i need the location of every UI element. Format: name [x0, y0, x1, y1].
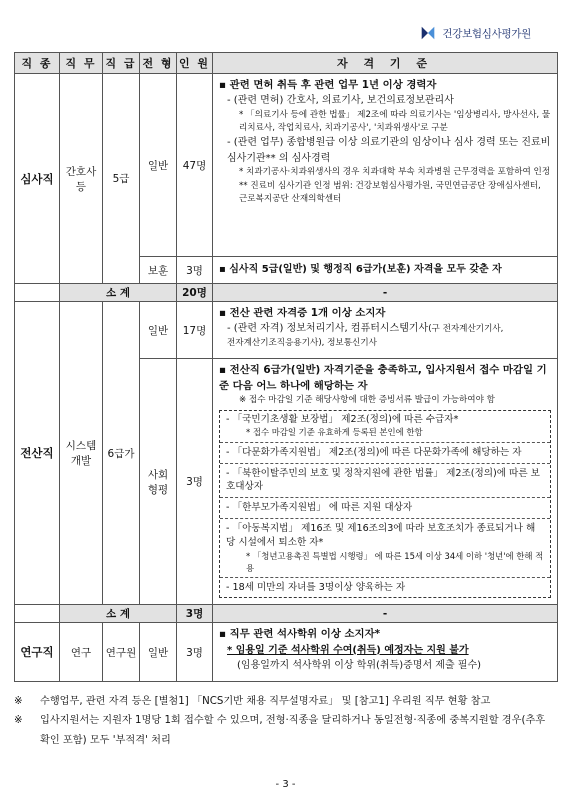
qualification-review-general: [213, 74, 558, 257]
inwon-research: 3명: [177, 623, 213, 682]
qual-line: [219, 321, 551, 337]
qual-heading: ▪ 전산 관련 자격증 1개 이상 소지자: [219, 307, 386, 319]
table-row: [15, 74, 558, 257]
eligibility-box: [219, 410, 551, 599]
qual-line-paren: (구 전자계산기기사,: [428, 324, 504, 335]
jikjong-review: 심사직: [15, 74, 60, 284]
recruitment-table: [14, 52, 558, 682]
inwon-review-veteran: 3명: [177, 257, 213, 284]
eligibility-item: - 「북한이탈주민의 보호 및 정착지원에 관한 법률」 제2조(정의)에 따른 보호대상자: [226, 467, 540, 493]
qualification-review-veteran: ▪ 심사직 5급(일반) 및 행정직 6급가(보훈) 자격을 모두 갖춘 자: [213, 257, 558, 284]
subtotal-row: [15, 284, 558, 302]
jikgeup-review: 5급: [103, 74, 140, 284]
qual-line: (임용일까지 석사학위 이상 학위(취득)증명서 제출 필수): [237, 660, 482, 671]
qual-line-cont: 전자계산기조직응용기사), 정보통신기사: [227, 337, 377, 348]
qual-line: * 임용일 기준 석사학위 수여(취득) 예정자는 지원 불가: [227, 644, 469, 656]
qual-note: ** 진료비 심사기관 인정 범위: 건강보험심사평가원, 국민연금공단 장애심사센터, 근로복지공단 산재의학센터: [239, 180, 541, 204]
page-number: - 3 -: [275, 779, 296, 790]
subtotal-count-review: 20명: [177, 284, 213, 302]
subtotal-blank: [15, 605, 60, 623]
footnote: [14, 692, 557, 711]
footnotes: [14, 692, 557, 750]
footnote-text: 수행업무, 관련 자격 등은 [별첨1] 「NCS기반 채용 직무설명자료」 및 [참고1] 우리원 직무 현황 참고: [40, 696, 491, 707]
eligibility-item: - 18세 미만의 자녀를 3명이상 양육하는 자: [226, 582, 406, 594]
subtotal-dash-it: -: [213, 605, 558, 623]
subtotal-label-it: 소 계: [60, 605, 177, 623]
qual-line: - (관련 업무) 종합병원급 이상 의료기관의 임상이나 심사 경력 또는 진료비 심사기관** 의 심사경력: [227, 137, 551, 164]
qual-note: * 「의료기사 등에 관한 법률」 제2조에 따라 의료기사는 '임상병리사, 방사선사, 물리치료사, 작업치료사, 치과기공사', '치과위생사'로 구분: [239, 109, 551, 133]
qual-heading: ▪ 전산직 6급가(일반) 자격기준을 충족하고, 입사지원서 접수 마감일 기준 다음 어느 하나에 해당하는 자: [219, 364, 547, 393]
subtotal-blank: [15, 284, 60, 302]
header-qualification: 자 격 기 준: [213, 53, 558, 74]
eligibility-subnote: * 접수 마감일 기준 유효하게 등록된 본인에 한함: [246, 427, 423, 438]
qual-note: ※ 접수 마감일 기준 해당사항에 대한 증빙서류 발급이 가능하여야 함: [239, 395, 495, 406]
table-row: [15, 302, 558, 359]
subtotal-row: [15, 605, 558, 623]
eligibility-item: - 「한부모가족지원법」 에 따른 지원 대상자: [226, 502, 413, 514]
qual-heading: ▪ 관련 면허 취득 후 관련 업무 1년 이상 경력자: [219, 79, 437, 91]
subtotal-dash-review: -: [213, 284, 558, 302]
hira-logo: [419, 24, 531, 42]
inwon-it-general: 17명: [177, 302, 213, 359]
table-row: [15, 623, 558, 682]
qual-heading: ▪ 직무 관련 석사학위 이상 소지자*: [219, 628, 381, 641]
qualification-research: [213, 623, 558, 682]
table-header-row: [15, 53, 558, 74]
header-jikjong: 직 종: [15, 53, 60, 74]
jeonhyeong-review-general: 일반: [140, 74, 177, 257]
inwon-review-general: 47명: [177, 74, 213, 257]
inwon-it-social: 3명: [177, 359, 213, 605]
eligibility-item: - 「아동복지법」 제16조 및 제16조의3에 따라 보호조치가 종료되거나 해당 시설에서 퇴소한 자*: [226, 523, 536, 549]
qual-note: * 치과기공사·치과위생사의 경우 치과대학 부속 치과병원 근무경력을 포함하여 인정: [239, 167, 551, 178]
header-jikmu: 직 무: [60, 53, 103, 74]
header-inwon: 인 원: [177, 53, 213, 74]
footnote-text: 입사지원서는 지원자 1명당 1회 접수할 수 있으며, 전형·직종을 달리하거나 동일전형·직종에 중복지원할 경우(추후 확인 포함) 모두 '부적격' 처리: [40, 715, 546, 746]
subtotal-count-it: 3명: [177, 605, 213, 623]
eligibility-subnote: * 「청년고용촉진 특별법 시행령」 에 따른 15세 이상 34세 이하 '청년'에 한해 적용: [246, 551, 544, 574]
footnote: [14, 711, 557, 750]
jeonhyeong-it-general: 일반: [140, 302, 177, 359]
hira-logo-icon: [419, 24, 437, 42]
subtotal-label-review: 소 계: [60, 284, 177, 302]
qualification-it-social: [213, 359, 558, 605]
eligibility-item: - 「다문화가족지원법」 제2조(정의)에 따른 다문화가족에 해당하는 자: [226, 446, 522, 458]
logo-text: 건강보험심사평가원: [442, 27, 531, 40]
footnote-mark: ※: [14, 715, 23, 727]
header-jikgeup: 직 급: [103, 53, 140, 74]
jikmu-review: 간호사 등: [60, 74, 103, 284]
jikmu-research: 연구: [60, 623, 103, 682]
header-jeonhyeong: 전 형: [140, 53, 177, 74]
qualification-it-general: [213, 302, 558, 359]
jikjong-research: 연구직: [15, 623, 60, 682]
jeonhyeong-it-social: 사회 형평: [140, 359, 177, 605]
eligibility-item: - 「국민기초생활 보장법」 제2조(정의)에 따른 수급자*: [226, 413, 459, 425]
qual-line: - (관련 면허) 간호사, 의료기사, 보건의료정보관리사: [227, 95, 454, 107]
jikmu-it: 시스템 개발: [60, 302, 103, 605]
jikgeup-it: 6급가: [103, 302, 140, 605]
footnote-mark: ※: [14, 696, 23, 707]
jikgeup-research: 연구원: [103, 623, 140, 682]
jikjong-it: 전산직: [15, 302, 60, 605]
jeonhyeong-review-veteran: 보훈: [140, 257, 177, 284]
qual-line-main: - (관련 자격) 정보처리기사, 컴퓨터시스템기사: [227, 323, 429, 335]
jeonhyeong-research: 일반: [140, 623, 177, 682]
